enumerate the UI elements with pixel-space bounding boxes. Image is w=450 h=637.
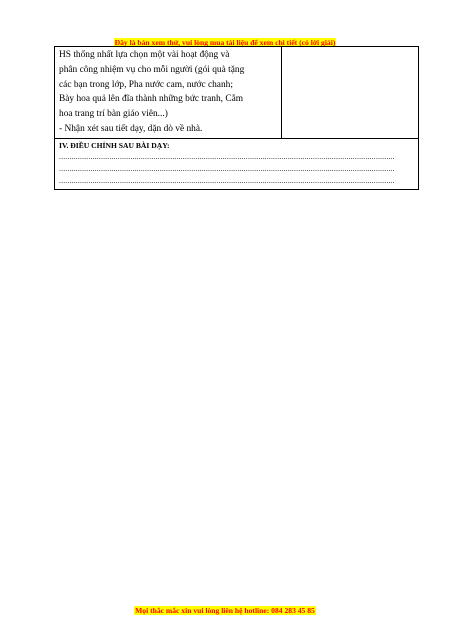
preview-notice-text: Đây là bản xem thử, vui lòng mua tài liệu để xem chi tiết (có lời giải) [114,38,336,47]
activity-line: các bạn trong lớp, Pha nước cam, nước chanh; [59,79,233,90]
contact-footer-banner [0,600,450,618]
section-title: IV. ĐIỀU CHỈNH SAU BÀI DẠY: [59,140,170,150]
activity-row [55,47,419,139]
adjustment-cell [55,138,419,189]
student-activity-text [59,48,277,137]
activity-line: hoa trang trí bàn giáo viên...) [59,109,168,120]
empty-right-cell [282,47,419,139]
dotted-line: ................................................................................................................................................................ [59,163,395,173]
activity-line: Bày hoa quả lên đĩa thành những bức tranh, Cắm [59,94,244,105]
adjustment-row [55,138,419,189]
contact-hotline-text: Mọi thắc mắc xin vui lòng liên hệ hotline: 084 283 45 85 [135,606,315,615]
dotted-line: ................................................................................................................................................................ [59,175,395,185]
dotted-line: ................................................................................................................................................................ [59,151,395,161]
activity-line: HS thống nhất lựa chọn một vài hoạt động và [59,50,230,60]
student-activity-cell [55,47,282,139]
lesson-plan-table [54,46,419,190]
activity-line: - Nhận xét sau tiết dạy, dặn dò về nhà. [59,123,203,134]
activity-line: phân công nhiệm vụ cho mỗi người (gói quà tặng [59,64,245,75]
